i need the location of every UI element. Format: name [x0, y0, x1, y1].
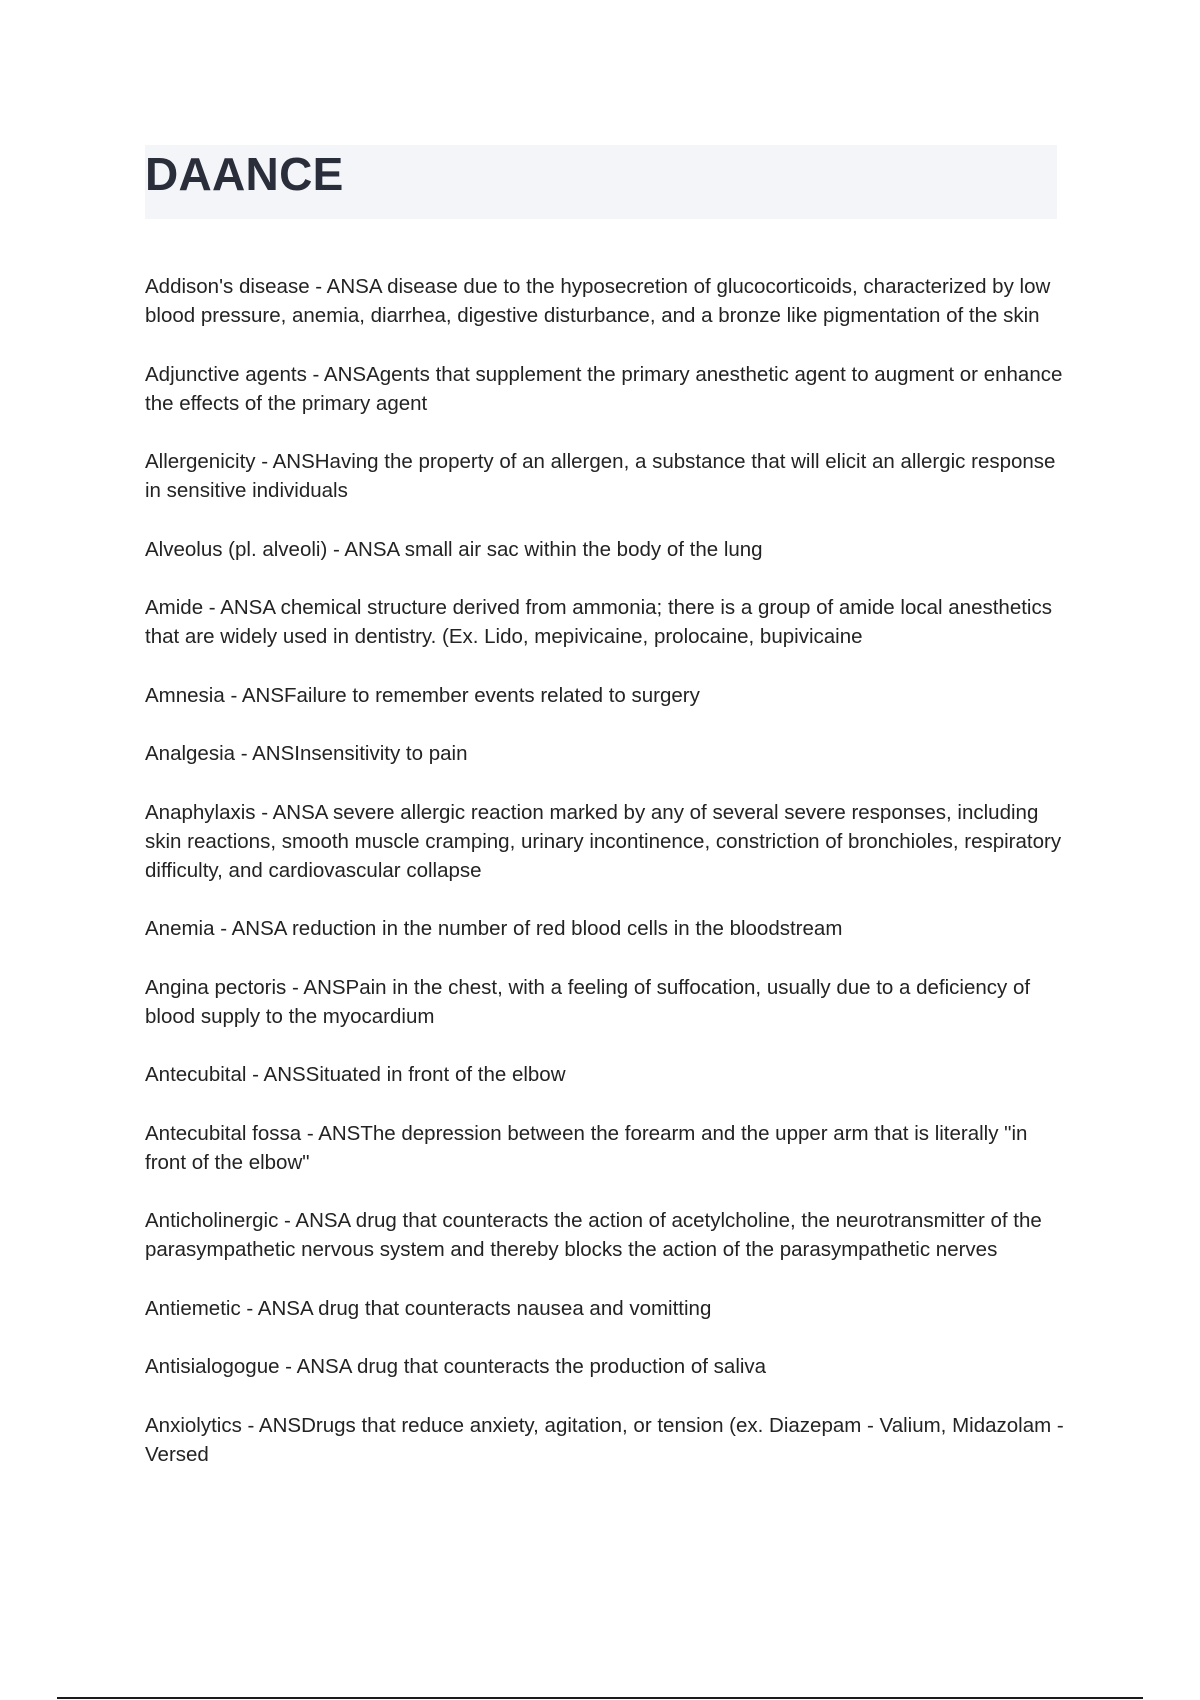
glossary-entry: Anaphylaxis - ANSA severe allergic reaction marked by any of several severe responses, including skin reactions, smooth muscle cramping, urinary incontinence, constriction of bronchioles, respiratory difficulty, and cardiovascular collapse [145, 800, 1062, 882]
footer-divider [57, 1697, 1143, 1699]
glossary-entry: Allergenicity - ANSHaving the property of an allergen, a substance that will elicit an allergic response in sensitive individuals [145, 450, 1056, 502]
glossary-entry: Adjunctive agents - ANSAgents that supplement the primary anesthetic agent to augment or enhance the effects of the primary agent [145, 362, 1063, 415]
glossary-entry: Angina pectoris - ANSPain in the chest, with a feeling of suffocation, usually due to a deficiency of blood supply to the myocardium [145, 975, 1031, 1028]
glossary-entry: Addison's disease - ANSA disease due to the hyposecretion of glucocorticoids, characterized by low blood pressure, anemia, diarrhea, digestive disturbance, and a bronze like pigmentation of the skin [145, 275, 1051, 327]
glossary-entry: Alveolus (pl. alveoli) - ANSA small air sac within the body of the lung [145, 537, 763, 561]
page-title: DAANCE [145, 148, 344, 200]
glossary-entry: Anemia - ANSA reduction in the number of red blood cells in the bloodstream [145, 917, 843, 940]
glossary-entry: Anxiolytics - ANSDrugs that reduce anxiety, agitation, or tension (ex. Diazepam - Valium, Midazolam - Versed [145, 1413, 1064, 1466]
glossary-entry: Antecubital fossa - ANSThe depression between the forearm and the upper arm that is literally "in front of the elbow" [145, 1121, 1028, 1174]
glossary-entry: Antisialogogue - ANSA drug that counteracts the production of saliva [145, 1355, 767, 1378]
glossary-entry: Amide - ANSA chemical structure derived from ammonia; there is a group of amide local anesthetics that are widely used in dentistry. (Ex. Lido, mepivicaine, prolocaine, bupivicaine [145, 596, 1052, 648]
glossary-entry: Antiemetic - ANSA drug that counteracts nausea and vomitting [145, 1296, 712, 1320]
glossary-entry: Antecubital - ANSSituated in front of the elbow [145, 1063, 566, 1086]
glossary-entry: Analgesia - ANSInsensitivity to pain [145, 742, 468, 765]
glossary-entry: Amnesia - ANSFailure to remember events related to surgery [145, 683, 700, 707]
glossary-entries [145, 272, 1065, 1498]
glossary-entry: Anticholinergic - ANSA drug that counteracts the action of acetylcholine, the neurotransmitter of the parasympathetic nervous system and thereby blocks the action of the parasympathetic nerves [145, 1209, 1042, 1261]
